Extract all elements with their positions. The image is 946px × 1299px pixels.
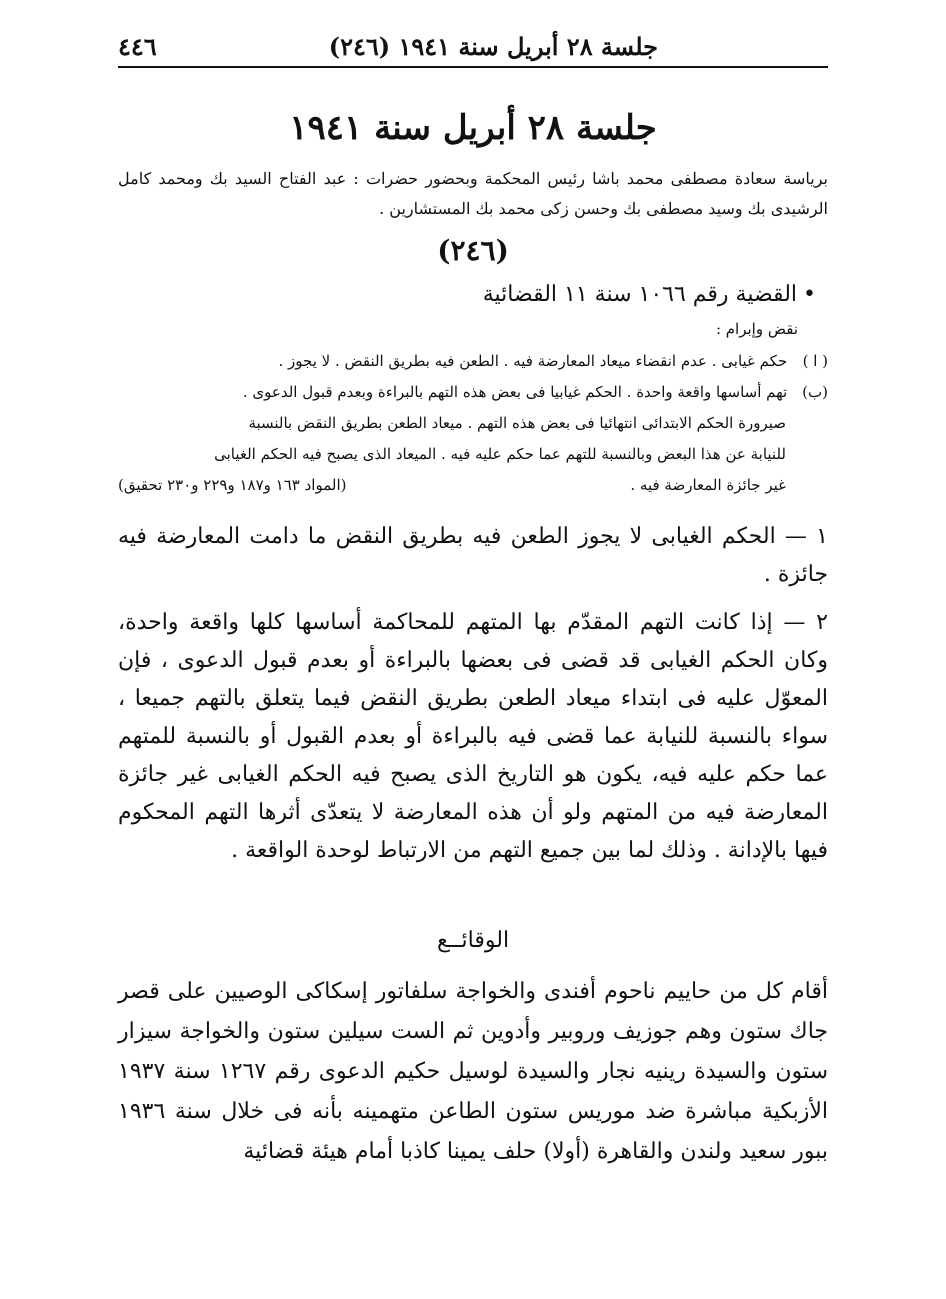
running-title: جلسة ٢٨ أبريل سنة ١٩٤١ (٢٤٦) xyxy=(328,32,658,61)
case-number: (٢٤٦) xyxy=(437,234,509,267)
summary-text-a: حكم غيابى . عدم انقضاء ميعاد المعارضة فيه . الطعن فيه بطريق النقض . لا يجوز . xyxy=(278,352,788,370)
principle-2: ٢ — إذا كانت التهم المقدّم بها المتهم للمحاكمة أساسها كلها واقعة واحدة، وكان الحكم الغيابى قد قضى فى بعضها بالبراءة أو بعدم قبول الدعوى ، فإن المعوّل عليه فى ابتداء ميعاد الطعن بطريق النقض فيما يتعلق بالتهم جميعا ، سواء بالنسبة للنيابة عما قضى فيه بالبراءة أو بعدم القبول أو بالنسبة للمتهم عما حكم عليه فيه، يكون هو التاريخ الذى يصبح فيه الحكم الغيابى غير جائزة المعارضة فيه من المتهم ولو أن هذه المعارضة لا يتعدّى أثرها التهم المحكوم فيها بالإدانة . وذلك لما بين جميع التهم من الارتباط لوحدة الواقعة . xyxy=(118,610,828,863)
summary-text-b-line3: للنيابة عن هذا البعض وبالنسبة للتهم عما حكم عليه فيه . الميعاد الذى يصبح فيه الحكم الغيابى xyxy=(214,445,786,463)
facts-text: أقام كل من حاييم ناحوم أفندى والخواجة سلفاتور إسكاكى الوصيين على قصر جاك ستون وهم جوزيف وروبير وأدوين ثم الست سيلين ستون والخواجة سيزار ستون والسيدة رينيه نجار والسيدة لوسيل حكيم الدعوى رقم ١٢٦٧ سنة ١٩٣٧ الأزبكية مباشرة ضد موريس ستون الطاعن متهمينه بأنه فى خلال سنة ١٩٣٦ ببور سعيد ولندن والقاهرة (أولا) حلف يمينا كاذبا أمام هيئة قضائية xyxy=(118,979,829,1164)
principle-1: ١ — الحكم الغيابى لا يجوز الطعن فيه بطريق النقض ما دامت المعارضة فيه جائزة . xyxy=(118,524,828,587)
law-references: (المواد ١٦٣ و١٨٧ و٢٢٩ و٢٣٠ تحقيق) xyxy=(118,476,347,494)
summary-block xyxy=(118,346,828,501)
summary-text-b-line1: تهم أساسها واقعة واحدة . الحكم غيابيا فى بعض هذه التهم بالبراءة وبعدم قبول الدعوى . xyxy=(242,383,788,401)
summary-text-b-line4-row xyxy=(118,470,828,501)
facts-heading: الوقائــع xyxy=(436,928,510,953)
session-title: جلسة ٢٨ أبريل سنة ١٩٤١ xyxy=(289,108,657,148)
facts-paragraph xyxy=(118,972,828,1172)
summary-item-b xyxy=(118,377,828,408)
case-title-text: القضية رقم ١٠٦٦ سنة ١١ القضائية xyxy=(482,282,798,307)
case-title xyxy=(483,282,816,307)
summary-text-b-line2: صيرورة الحكم الابتدائى انتهائيا فى بعض هذه التهم . ميعاد الطعن بطريق النقض بالنسبة xyxy=(248,414,786,432)
keywords-line: نقض وإبرام : xyxy=(715,320,798,338)
summary-text-b-line4: غير جائزة المعارضة فيه . xyxy=(630,476,786,494)
summary-label-a: ( ا ) xyxy=(802,352,828,370)
summary-item-a xyxy=(118,346,828,377)
summary-label-b: (ب) xyxy=(802,383,828,401)
bullet-mark: • xyxy=(803,282,816,307)
principles-block xyxy=(118,518,828,870)
presidency-paragraph: برياسة سعادة مصطفى محمد باشا رئيس المحكمة وبحضور حضرات : عبد الفتاح السيد بك ومحمد كامل الرشيدى بك وسيد مصطفى بك وحسن زكى محمد بك المستشارين . xyxy=(118,169,828,218)
page-number: ٤٤٦ xyxy=(118,32,157,61)
running-header xyxy=(118,32,828,68)
